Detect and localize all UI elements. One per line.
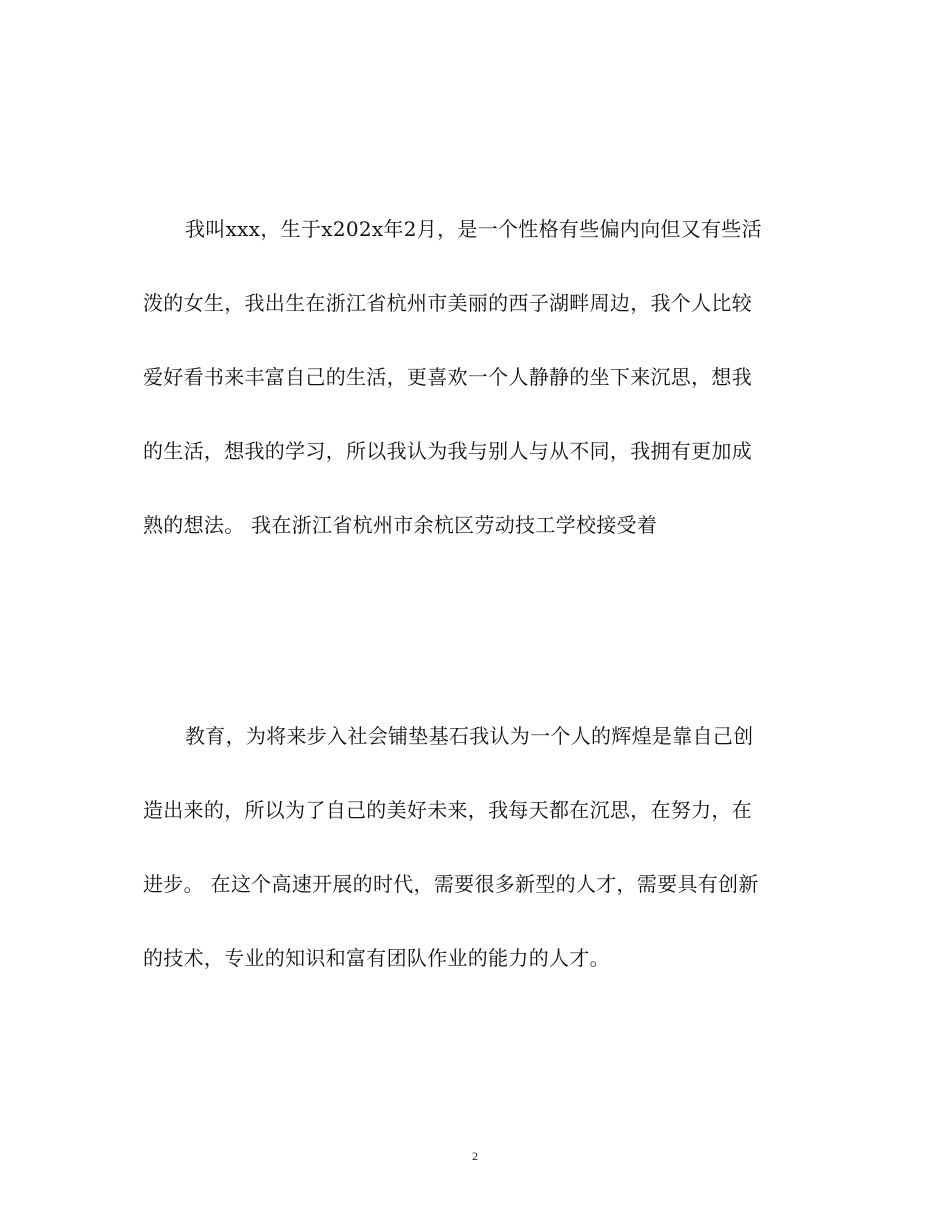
paragraph-line: 的技术，专业的知识和富有团队作业的能力的人才。 <box>143 946 610 970</box>
paragraph-line: 的生活，想我的学习，所以我认为我与别人与从不同，我拥有更加成 <box>143 439 752 463</box>
paragraph-line: 进步。 在这个高速开展的时代，需要很多新型的人才，需要具有创新 <box>143 872 759 896</box>
paragraph-line: 造出来的，所以为了自己的美好未来，我每天都在沉思，在努力，在 <box>143 798 752 822</box>
paragraph-line: 我叫xxx，生于x202x年2月，是一个性格有些偏内向但又有些活 <box>185 217 762 241</box>
paragraph-line: 熟的想法。 我在浙江省杭州市余杭区劳动技工学校接受着 <box>143 513 658 537</box>
paragraph-line: 泼的女生，我出生在浙江省杭州市美丽的西子湖畔周边，我个人比较 <box>143 291 752 315</box>
page-number: 2 <box>472 1149 478 1163</box>
paragraph-line: 爱好看书来丰富自己的生活，更喜欢一个人静静的坐下来沉思，想我 <box>143 365 752 389</box>
paragraph-line: 教育，为将来步入社会铺垫基石我认为一个人的辉煌是靠自己创 <box>185 724 754 748</box>
